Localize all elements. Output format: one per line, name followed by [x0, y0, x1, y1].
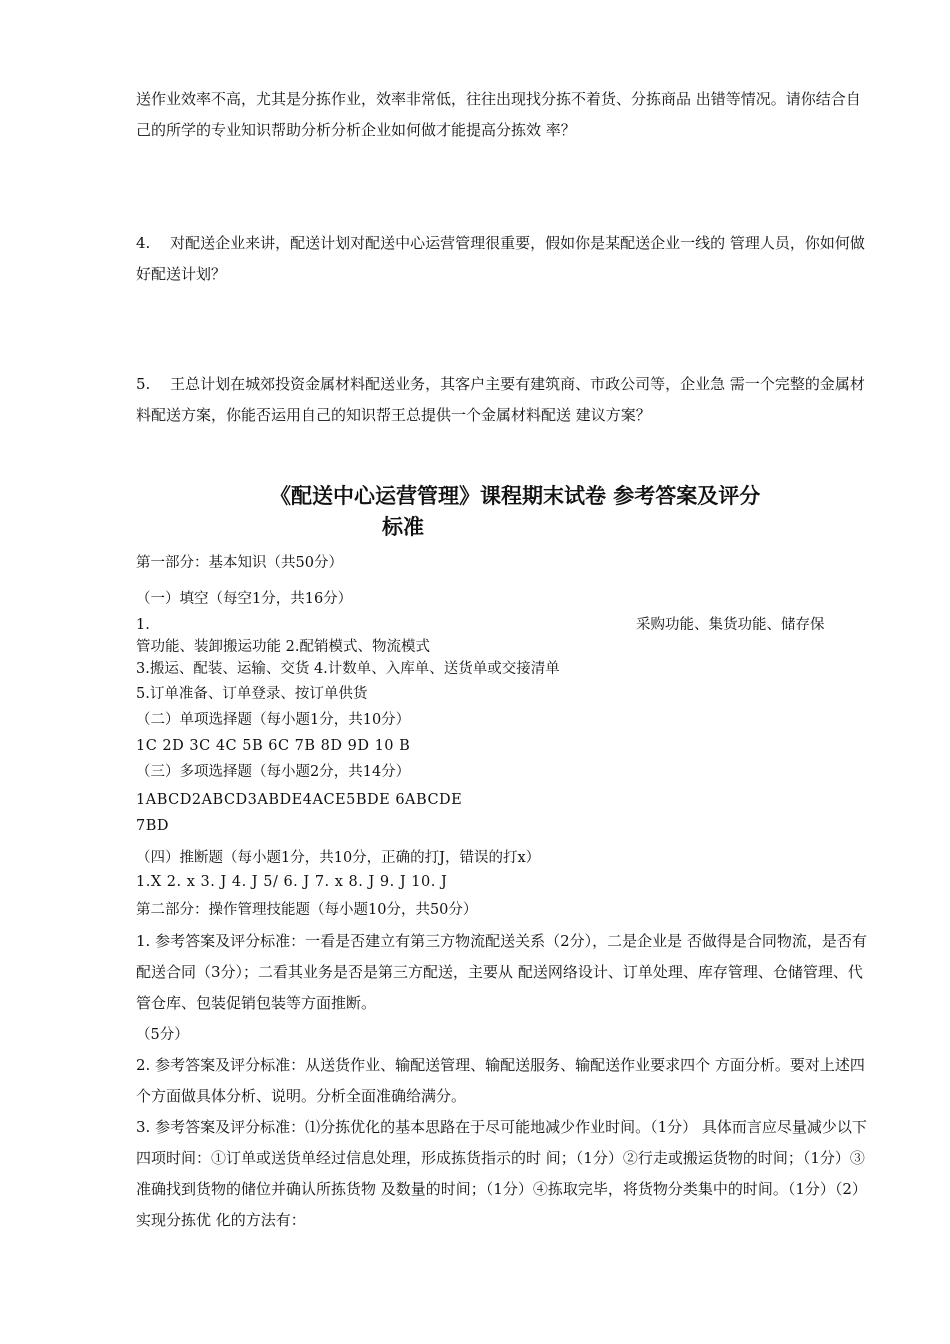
- judgement-heading: （四）推断题（每小题1分，共10分，正确的打J，错误的打x）: [136, 850, 541, 866]
- multi-choice-answers: 1ABCD2ABCD3ABDE4ACE5BDE 6ABCDE: [136, 792, 463, 808]
- title-line-1: 《配送中心运营管理》课程期末试卷 参考答案及评分: [270, 483, 761, 508]
- fill-1-number: 1.: [136, 617, 150, 633]
- judgement-answers: 1.X 2. x 3. J 4. J 5/ 6. J 7. x 8. J 9. J 10. J: [136, 874, 448, 890]
- question-5: 5. 王总计划在城郊投资金属材料配送业务，其客户主要有建筑商、市政公司等，企业急 需一个完整的金属材料配送方案，你能否运用自己的知识帮王总提供一个金属材料配送 建议方案？: [136, 375, 865, 424]
- multi-choice-heading: （三）多项选择题（每小题2分，共14分）: [136, 764, 411, 780]
- fill-in-heading: （一）填空（每空1分，共16分）: [136, 591, 353, 607]
- fill-5-answer: 5.订单准备、订单登录、按订单供货: [136, 686, 368, 702]
- answer-key-title: [270, 480, 880, 542]
- question-4: 4. 对配送企业来讲，配送计划对配送中心运营管理很重要，假如你是某配送企业一线的 管理人员，你如何做好配送计划？: [136, 234, 865, 283]
- answer-2: 2. 参考答案及评分标准：从送货作业、输配送管理、输配送服务、输配送作业要求四个 方面分析。要对上述四个方面做具体分析、说明。分析全面准确给满分。: [136, 1056, 865, 1105]
- fill-1-answer-start: 采购功能、集货功能、储存保: [636, 617, 825, 633]
- paragraph-question-3-continuation: 送作业效率不高，尤其是分拣作业，效率非常低，往往出现找分拣不着货、分拣商品 出错等情况。请你结合自己的所学的专业知识帮助分析分析企业如何做才能提高分拣效 率？: [136, 90, 861, 139]
- fill-3-4-answer: 3.搬运、配装、运输、交货 4.计数单、入库单、送货单或交接清单: [136, 661, 560, 677]
- answer-1-score: （5分）: [136, 1027, 189, 1043]
- title-line-2: 标准: [382, 514, 424, 539]
- single-choice-answers: 1C 2D 3C 4C 5B 6C 7B 8D 9D 10 B: [136, 738, 411, 754]
- single-choice-heading: （二）单项选择题（每小题1分，共10分）: [136, 712, 411, 728]
- part-1-heading: 第一部分：基本知识（共50分）: [136, 555, 343, 571]
- answer-1: 1. 参考答案及评分标准：一看是否建立有第三方物流配送关系（2分），二是企业是 否做得是合同物流，是否有配送合同（3分）；二看其业务是否是第三方配送，主要从 配送网络设计、订单处理、库存管理、仓储管理、代管仓库、包装促销包装等方面推断。: [136, 932, 867, 1012]
- multi-choice-answers-cont: 7BD: [136, 818, 170, 834]
- answer-3: 3. 参考答案及评分标准：⑴分拣优化的基本思路在于尽可能地减少作业时间。（1分） 具体而言应尽量减少以下四项时间：①订单或送货单经过信息处理，形成拣货指示的时 间；（1分）②行走或搬运货物的时间；（1分）③准确找到货物的储位并确认所拣货物 及数量的时间；（1分）④拣取完毕，将货物分类集中的时间。（1分）（2）实现分拣优 化的方法有：: [136, 1118, 867, 1229]
- fill-1-2-answer: 管功能、装卸搬运功能 2.配销模式、物流模式: [136, 639, 430, 655]
- part-2-heading: 第二部分：操作管理技能题（每小题10分，共50分）: [136, 902, 478, 918]
